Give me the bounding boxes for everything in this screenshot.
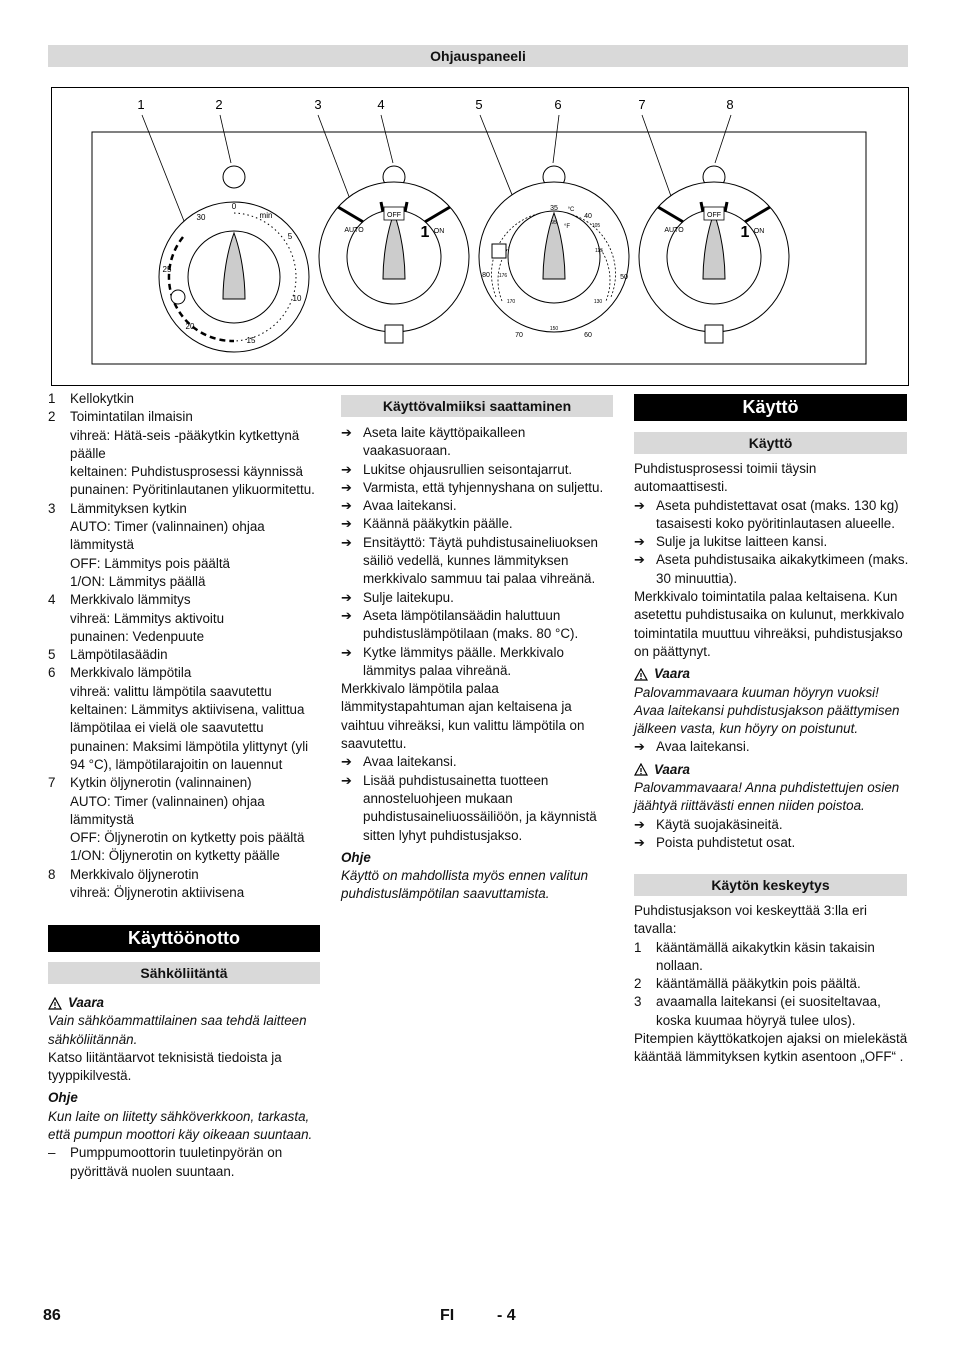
legend-list: [48, 390, 322, 902]
legend-number: 2: [48, 409, 56, 425]
arrow-icon: ➔: [634, 534, 645, 550]
column-left-lower: [48, 990, 322, 1181]
column-right: [634, 460, 909, 852]
svg-text:20: 20: [185, 322, 195, 331]
legend-number: 1: [48, 391, 56, 406]
section-title-kayttoonotto: Käyttöönotto: [48, 925, 320, 952]
step-item: [634, 551, 909, 588]
callout-2: 2: [215, 97, 223, 112]
step-text: Avaa laitekansi.: [656, 739, 750, 755]
warning-label: Vaara: [634, 665, 909, 683]
step-item: [341, 534, 615, 589]
svg-text:ON: ON: [753, 228, 765, 235]
svg-text:°C: °C: [567, 207, 575, 213]
legend-subitem: AUTO: Timer (valinnainen) ohjaa lämmitystä: [70, 793, 265, 827]
step-item: [341, 497, 615, 515]
step-text: Poista puhdistetut osat.: [656, 834, 796, 850]
callout-6: 6: [554, 97, 562, 112]
legend-subitem: OFF: Lämmitys pois päältä: [70, 555, 230, 571]
callout-7: 7: [638, 97, 646, 112]
warning-text: Vain sähköammattilainen saa tehdä laitteen sähköliitännän.: [48, 1013, 307, 1047]
step-item: [634, 834, 909, 852]
step-text: Avaa laitekansi.: [363, 754, 457, 770]
callout-4: 4: [377, 97, 385, 112]
step-text: Kytke lämmitys päälle. Merkkivalo lämmitys palaa vihreänä.: [363, 644, 564, 678]
note-text: Käyttö on mahdollista myös ennen valitun puhdistuslämpötilan saavuttamista.: [341, 868, 589, 902]
column-middle: [341, 424, 615, 904]
subsection-sahkoliitanta: Sähköliitäntä: [48, 962, 320, 984]
steps-list: [341, 424, 615, 680]
arrow-icon: ➔: [634, 552, 645, 568]
legend-item: [48, 646, 322, 664]
step-item: [341, 479, 615, 497]
step-text: Käytä suojakäsineitä.: [656, 816, 783, 832]
intro-text: Puhdistusjakson voi keskeyttää 3:lla eri tavalla:: [634, 903, 867, 937]
legend-subitem: punainen: Vedenpuute: [70, 628, 205, 644]
arrow-icon: ➔: [341, 589, 352, 605]
note-text: Kun laite on liitetty sähköverkkoon, tarkasta, että pumpun moottori käy oikeaan suuntaan.: [48, 1108, 313, 1143]
legend-item: [48, 664, 322, 682]
paragraph: Merkkivalo toimintatila palaa keltaisena. Kun asetettu puhdistusaika on kulunut, merkkivalo toimintatila muuttuu vihreäksi, puhdistusjakso on päättynyt.: [634, 589, 905, 659]
legend-number: 8: [48, 866, 56, 882]
step-text: Lisää puhdistusainetta tuotteen annosteluohjeen mukaan puhdistusaineliuossäiliöön, ja käynnistä sitten lyhyt puhdistusjakso.: [363, 772, 597, 843]
legend-text: Merkkivalo lämmitys: [70, 592, 191, 608]
step-item: [634, 533, 909, 551]
step-text: Käännä pääkytkin päälle.: [363, 516, 513, 532]
legend-subitem: 1/ON: Öljynerotin on kytketty päälle: [70, 848, 280, 864]
svg-text:70: 70: [515, 332, 523, 339]
legend-subitem: AUTO: Timer (valinnainen) ohjaa lämmitystä: [70, 519, 265, 553]
legend-subitem: vihreä: valittu lämpötila saavutettu: [70, 683, 272, 699]
svg-text:1: 1: [740, 224, 750, 241]
svg-text:60: 60: [584, 332, 592, 339]
arrow-icon: ➔: [341, 461, 352, 477]
section-title-kaytto: Käyttö: [634, 394, 907, 421]
legend-subitem: punainen: Maksimi lämpötila ylittynyt (yli 94 °C), lämpötilarajoitin on lauennut: [70, 738, 309, 772]
step-item: [341, 589, 615, 607]
step-item: [341, 515, 615, 533]
warning-triangle-icon: [48, 997, 62, 1010]
outro-text: Pitempien käyttökatkojen ajaksi on mielekästä kääntää lämmityksen kytkin asentoon „OFF“ .: [634, 1031, 908, 1065]
step-text: Varmista, että tyhjennyshana on suljettu.: [363, 479, 604, 495]
step-text: Lukitse ohjausrullien seisontajarrut.: [363, 461, 573, 477]
dash-item: – Pumppumoottorin tuuletinpyörän on pyörittävä nuolen suuntaan.: [48, 1145, 283, 1179]
warning-triangle-icon: [634, 763, 648, 776]
legend-subitem: vihreä: Öljynerotin aktiivisena: [70, 885, 245, 901]
legend-item: [48, 866, 322, 884]
legend-item: [48, 500, 322, 518]
svg-text:OFF: OFF: [707, 212, 721, 219]
legend-text: Merkkivalo öljynerotin: [70, 866, 199, 882]
svg-text:°F: °F: [563, 224, 571, 230]
legend-text: Merkkivalo lämpötila: [70, 665, 192, 681]
legend-item: [48, 390, 322, 408]
heater-icon: [385, 325, 403, 343]
subsection-kayttovalmiiksi: Käyttövalmiiksi saattaminen: [341, 395, 613, 417]
svg-text:0: 0: [231, 202, 237, 211]
svg-text:30: 30: [196, 213, 206, 222]
arrow-icon: ➔: [341, 772, 352, 788]
legend-text: Kytkin öljynerotin (valinnainen): [70, 775, 252, 791]
language-code: FI: [440, 1307, 455, 1324]
svg-text:130: 130: [593, 299, 603, 305]
legend-number: 6: [48, 665, 56, 681]
timer-dial: [159, 202, 309, 352]
step-item: [341, 607, 615, 644]
svg-text:150: 150: [549, 326, 559, 332]
legend-subitem: punainen: Pyöritinlautanen ylikuormitettu.: [70, 482, 315, 498]
warning-text: Palovammavaara kuuman höyryn vuoksi! Avaa laitekansi puhdistusjakson päättymisen jälkeen vasta, kun höyry on poistunut.: [634, 684, 900, 737]
legend-subitem: keltainen: Lämmitys aktiivisena, valittua lämpötilaa ei vielä ole saavutettu: [70, 702, 305, 736]
legend-subitem: vihreä: Lämmitys aktivoitu: [70, 610, 225, 626]
list-item: [634, 975, 909, 993]
steps-list-2: [634, 738, 909, 756]
arrow-icon: ➔: [634, 739, 645, 755]
legend-subitem: 1/ON: Lämmitys päällä: [70, 573, 206, 589]
section-header-ohjauspaneeli: Ohjauspaneeli: [48, 45, 908, 67]
legend-number: 7: [48, 775, 56, 791]
step-item: [634, 497, 909, 534]
step-item: [341, 424, 615, 461]
thermometer-icon: [492, 244, 506, 258]
legend-text: Kellokytkin: [70, 391, 135, 406]
clock-icon: [171, 290, 185, 304]
list-number: 2: [634, 976, 642, 992]
svg-text:35: 35: [550, 205, 558, 212]
legend-number: 5: [48, 647, 56, 663]
arrow-icon: ➔: [634, 834, 645, 850]
intro-text: Puhdistusprosessi toimii täysin automaattisesti.: [634, 461, 817, 495]
arrow-icon: ➔: [341, 425, 352, 440]
svg-text:1: 1: [420, 224, 430, 241]
list-text: kääntämällä aikakytkin käsin takaisin nollaan.: [656, 939, 875, 973]
step-text: Sulje laitekupu.: [363, 589, 454, 605]
legend-text: Lämpötilasäädin: [70, 647, 168, 663]
svg-text:AUTO: AUTO: [664, 227, 684, 234]
step-item: [341, 772, 615, 845]
step-item: [341, 753, 615, 771]
svg-text:80: 80: [482, 272, 490, 279]
arrow-icon: ➔: [634, 816, 645, 832]
step-text: Aseta puhdistettavat osat (maks. 130 kg) tasaisesti koko pyöritinlautasen alueelle.: [656, 497, 899, 531]
steps-list-2: [341, 753, 615, 844]
list-text: avaamalla laitekansi (ei suositeltavaa, koska kuumaa höyryä tulee ulos).: [656, 994, 881, 1028]
callout-5: 5: [475, 97, 483, 112]
step-item: [341, 644, 615, 681]
warning-label: Vaara: [48, 994, 322, 1012]
list-item: [634, 993, 909, 1030]
svg-text:10: 10: [292, 294, 302, 303]
callout-3: 3: [314, 97, 322, 112]
legend-item: [48, 408, 322, 426]
control-panel-figure: [51, 87, 909, 387]
legend-number: 4: [48, 592, 56, 608]
paragraph: Merkkivalo lämpötila palaa lämmitystapahtuman ajan keltaisena ja vaihtuu vihreäksi, kun valittu lämpötila on saavutettu.: [341, 681, 585, 752]
legend-item: [48, 774, 322, 792]
note-label: Ohje: [48, 1090, 78, 1106]
callout-1: 1: [137, 97, 145, 112]
note-label: Ohje: [341, 849, 371, 865]
step-text: Aseta puhdistusaika aikakytkimeen (maks. 30 minuuttia).: [656, 552, 909, 586]
legend-subitem: keltainen: Puhdistusprosessi käynnissä: [70, 464, 303, 480]
svg-text:5: 5: [287, 232, 293, 241]
step-text: Aseta lämpötilansäädin haluttuun puhdistuslämpötilaan (maks. 80 °C).: [363, 607, 579, 642]
svg-text:ON: ON: [433, 228, 445, 235]
step-text: Avaa laitekansi.: [363, 498, 457, 514]
warning-text-2: Palovammavaara! Anna puhdistettujen osien jäähtyä riittävästi ennen niiden poistoa.: [634, 780, 900, 814]
svg-text:115: 115: [595, 248, 603, 254]
svg-text:176: 176: [498, 273, 508, 279]
legend-number: 3: [48, 500, 56, 516]
arrow-icon: ➔: [341, 516, 352, 532]
list-item: [634, 939, 909, 976]
list-number: 1: [634, 939, 642, 955]
step-item: [634, 738, 909, 756]
step-text: Ensitäyttö: Täytä puhdistusaineliuoksen säiliö vedellä, kunnes lämmityksen merkkivalo sammuu tai palaa vihreänä.: [363, 534, 598, 587]
svg-text:40: 40: [584, 213, 592, 220]
svg-text:105: 105: [591, 223, 601, 229]
arrow-icon: ➔: [341, 479, 352, 495]
svg-text:25: 25: [162, 265, 172, 274]
arrow-icon: ➔: [341, 644, 352, 660]
svg-text:15: 15: [246, 336, 256, 345]
steps-list: [634, 497, 909, 588]
step-item: [634, 816, 909, 834]
svg-text:50: 50: [620, 274, 628, 281]
arrow-icon: ➔: [341, 498, 352, 514]
svg-text:170: 170: [506, 299, 516, 305]
arrow-icon: ➔: [341, 607, 352, 623]
list-number: 3: [634, 994, 642, 1010]
warning-label-2: Vaara: [634, 761, 909, 779]
svg-text:min: min: [259, 211, 273, 220]
step-text: Aseta laite käyttöpaikalleen vaakasuoraan.: [363, 425, 526, 459]
svg-text:95: 95: [551, 220, 557, 226]
arrow-icon: ➔: [341, 534, 352, 550]
oil-separator-icon: [705, 325, 723, 343]
subsection-kaytto: Käyttö: [634, 432, 907, 454]
legend-subitem: OFF: Öljynerotin on kytketty pois päältä: [70, 830, 305, 846]
info-text: Katso liitäntäarvot teknisistä tiedoista ja tyyppikilvestä.: [48, 1049, 282, 1084]
legend-text: Toimintatilan ilmaisin: [70, 409, 193, 425]
step-item: [341, 461, 615, 479]
warning-triangle-icon: [634, 668, 648, 681]
numbered-list: [634, 939, 909, 1030]
list-text: kääntämällä pääkytkin pois päältä.: [656, 976, 861, 992]
legend-text: Lämmityksen kytkin: [70, 500, 187, 516]
svg-text:AUTO: AUTO: [344, 227, 364, 234]
page-number: 86: [43, 1307, 61, 1324]
legend-subitem: vihreä: Hätä-seis -pääkytkin kytkettynä päälle: [70, 427, 300, 461]
subsection-keskeytys: Käytön keskeytys: [634, 874, 907, 896]
page-sub-number: - 4: [497, 1307, 516, 1324]
arrow-icon: ➔: [341, 754, 352, 770]
legend-item: [48, 591, 322, 609]
svg-text:OFF: OFF: [387, 212, 401, 219]
callout-8: 8: [726, 97, 734, 112]
step-text: Sulje ja lukitse laitteen kansi.: [656, 534, 828, 550]
steps-list-3: [634, 816, 909, 853]
arrow-icon: ➔: [634, 497, 645, 513]
column-left: [48, 390, 322, 902]
column-right-lower: [634, 902, 909, 1067]
